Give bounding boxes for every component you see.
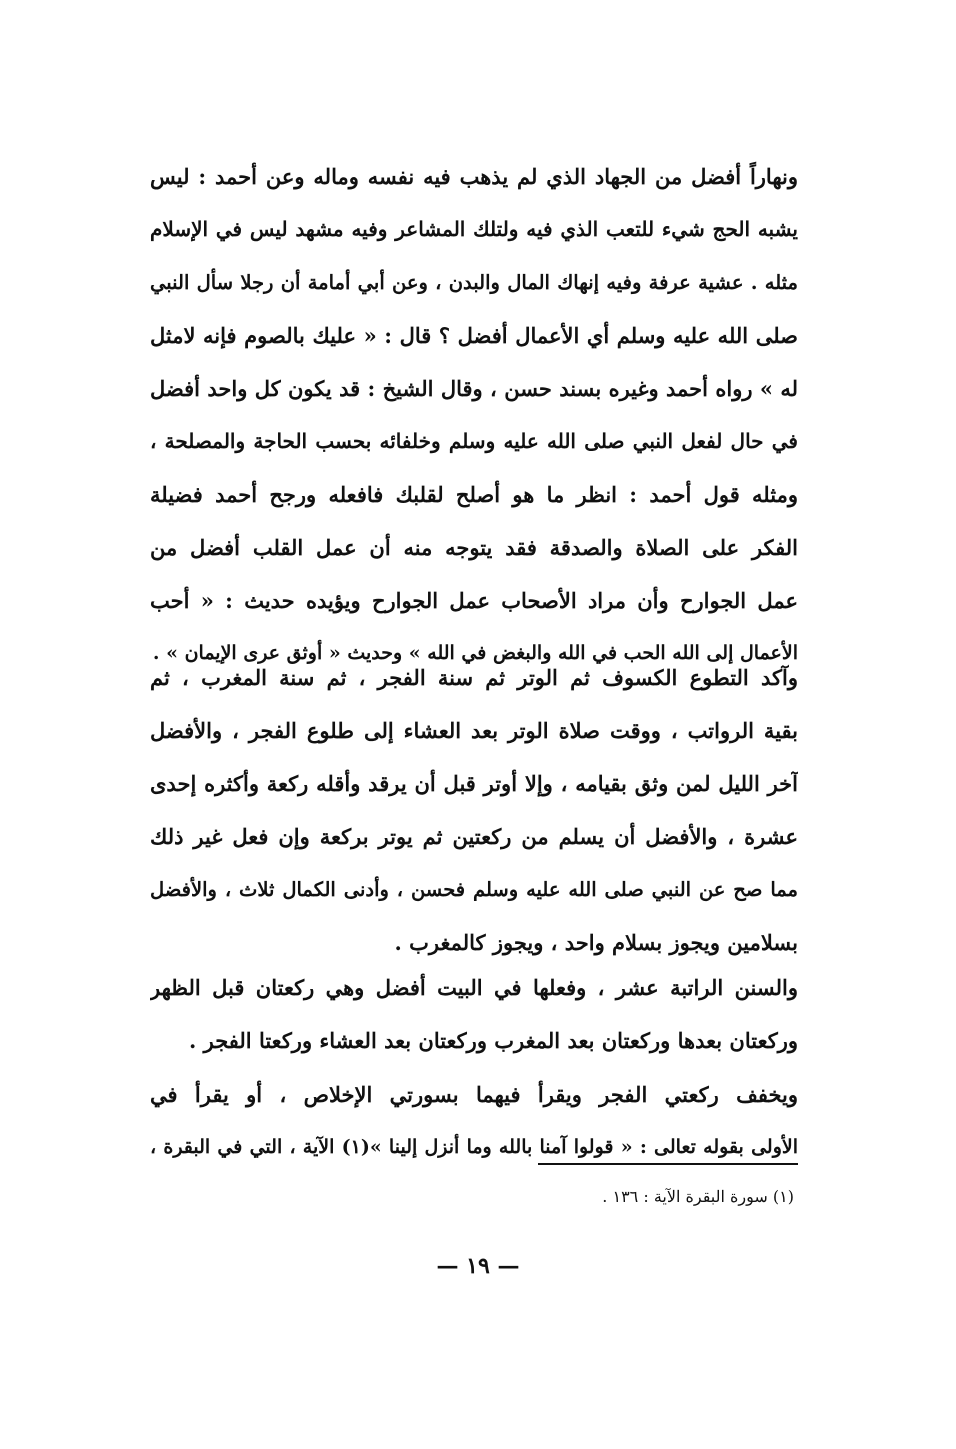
text-line: في حال لفعل النبي صلى الله عليه وسلم وخلفائه بحسب الحاجة والمصلحة ، (150, 429, 798, 453)
text-line: الأعمال إلى الله الحب في الله والبغض في الله » وحديث « أوثق عرى الإيمان » . (152, 642, 798, 664)
text-line: والسنن الراتبة عشر ، وفعلها في البيت أفضل وهي ركعتان قبل الظهر (150, 975, 798, 1000)
footnote-separator (538, 1163, 798, 1165)
text-line: الأولى بقوله تعالى : « قولوا آمنا بالله وما أنزل إلينا »(١) الآية ، التي في البقرة ، (150, 1136, 798, 1158)
text-line: ونهاراً أفضل من الجهاد الذي لم يذهب فيه نفسه وماله وعن أحمد : ليس (150, 164, 798, 189)
footnote: (١) سورة البقرة الآية : ١٣٦ . (602, 1187, 794, 1206)
text-line: مما صح عن النبي صلى الله عليه وسلم فحسن ، وأدنى الكمال ثلاث ، والأفضل (150, 878, 798, 901)
text-line: عمل الجوارح وأن مراد الأصحاب عمل الجوارح ويؤيده حديث : « أحب (150, 588, 798, 613)
paragraph-2 (150, 651, 798, 969)
text-line: وركعتان بعدها وركعتان بعد المغرب وركعتان بعد العشاء وركعتا الفجر . (189, 1028, 798, 1053)
paragraph-4 (150, 1068, 798, 1174)
text-line: مثله . عشية عرفة وفيه إنهاك المال والبدن ، وعن أبي أمامة أن رجلا سأل النبي (150, 271, 798, 294)
text-line: ومثله قول أحمد : انظر ما هو أصلح لقلبك فافعله ورجح أحمد فضيلة (150, 482, 798, 507)
text-line: ويخفف ركعتي الفجر ويقرأ فيهما بسورتي الإخلاص ، أو يقرأ في (150, 1082, 798, 1107)
paragraph-1 (150, 150, 798, 680)
text-line: صلى الله عليه وسلم أي الأعمال أفضل ؟ قال : « عليك بالصوم فإنه لامثل (150, 323, 798, 348)
text-line: بسلامين ويجوز بسلام واحد ، ويجوز كالمغرب . (394, 930, 798, 955)
text-line: عشرة ، والأفضل أن يسلم من ركعتين ثم يوتر بركعة وإن فعل غير ذلك (150, 824, 798, 849)
text-line: يشبه الحج شيء للتعب الذي فيه ولتلك المشاعر وفيه مشهد ليس في الإسلام (150, 217, 798, 241)
text-line: الفكر على الصلاة والصدقة فقد يتوجه منه أن عمل القلب أفضل من (150, 535, 798, 560)
paragraph-3 (150, 961, 798, 1067)
page-number: — ١٩ — (436, 1253, 520, 1279)
text-line: بقية الرواتب ، ووقت صلاة الوتر بعد العشاء إلى طلوع الفجر ، والأفضل (150, 718, 798, 743)
text-line: وآكد التطوع الكسوف ثم الوتر ثم سنة الفجر ، ثم سنة المغرب ، ثم (150, 665, 798, 690)
text-line: له » رواه أحمد وغيره بسند حسن ، وقال الشيخ : قد يكون كل واحد أفضل (150, 376, 798, 401)
text-line: آخر الليل لمن وثق بقيامه ، وإلا أوتر قبل أن يرقد وأقله ركعة وأكثره إحدى (150, 771, 798, 796)
